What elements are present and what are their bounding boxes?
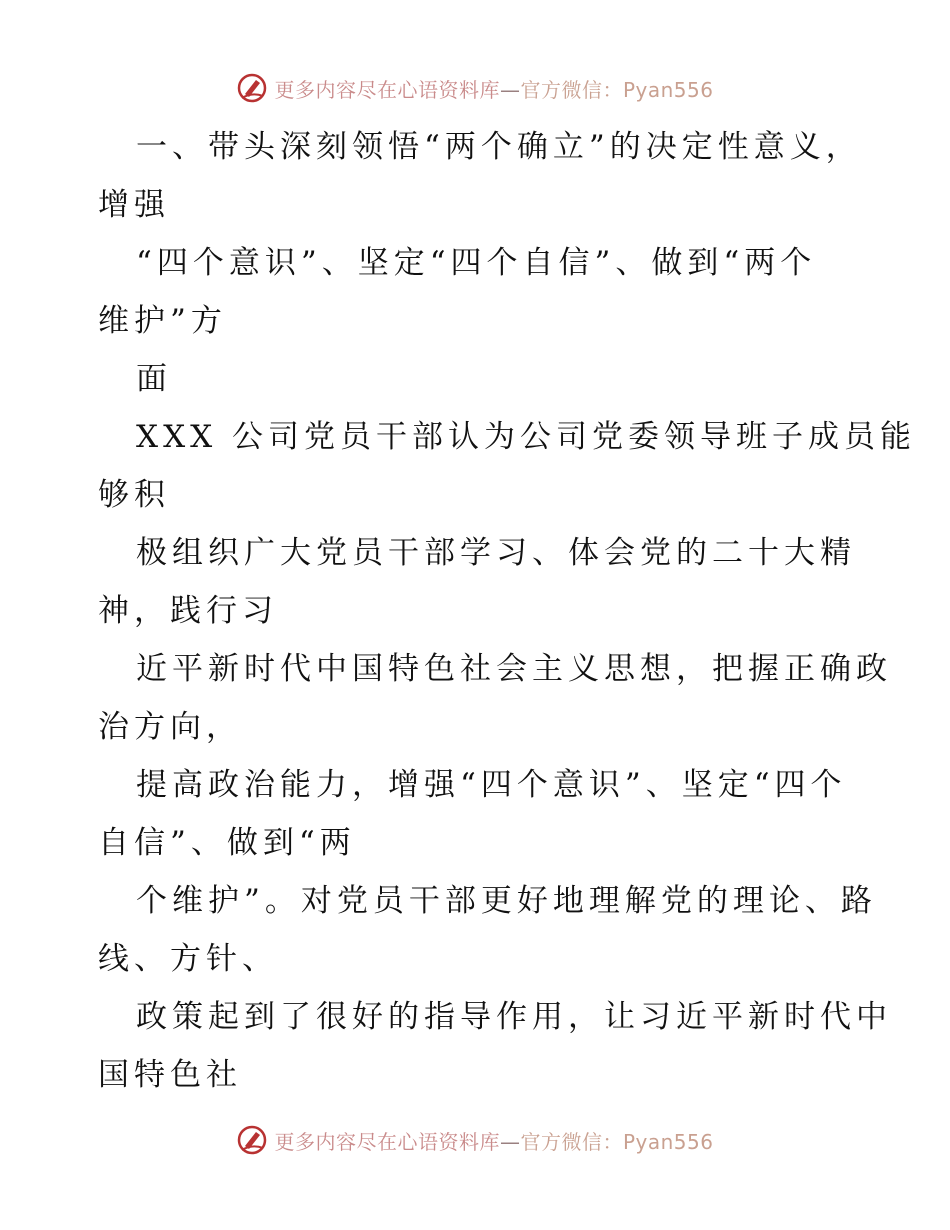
- text-line: “四个意识”、坚定“四个自信”、做到“两个: [136, 245, 817, 281]
- document-body: [98, 118, 917, 1104]
- text-line: 自信”、做到“两: [98, 825, 356, 861]
- text-line: 近平新时代中国特色社会主义思想，把握正确政: [136, 651, 892, 687]
- watermark-footer: [0, 1124, 950, 1156]
- text-line: 提高政治能力，增强“四个意识”、坚定“四个: [136, 767, 847, 803]
- brand-logo-icon: [236, 1124, 268, 1156]
- text-line: 个维护”。对党员干部更好地理解党的理论、路: [136, 883, 877, 919]
- text-line: 够积: [98, 477, 170, 513]
- text-line: 线、方针、: [98, 941, 278, 977]
- text-line: 维护”方: [98, 303, 227, 339]
- watermark-text: 更多内容尽在心语资料库—官方微信：Pyan556: [274, 1129, 714, 1154]
- text-line: 一、带头深刻领悟“两个确立”的决定性意义，: [136, 129, 862, 165]
- watermark-header: [0, 72, 950, 104]
- text-line: 国特色社: [98, 1057, 242, 1093]
- text-line: 政策起到了很好的指导作用，让习近平新时代中: [136, 999, 892, 1035]
- text-line: 增强: [98, 187, 170, 223]
- watermark-text: 更多内容尽在心语资料库—官方微信：Pyan556: [274, 77, 714, 102]
- brand-logo-icon: [236, 72, 268, 104]
- text-line: XXX 公司党员干部认为公司党委领导班子成员能: [136, 419, 917, 455]
- text-line: 神，践行习: [98, 593, 278, 629]
- text-line: 极组织广大党员干部学习、体会党的二十大精: [136, 535, 856, 571]
- text-line: 面: [136, 361, 172, 397]
- text-line: 治方向，: [98, 709, 242, 745]
